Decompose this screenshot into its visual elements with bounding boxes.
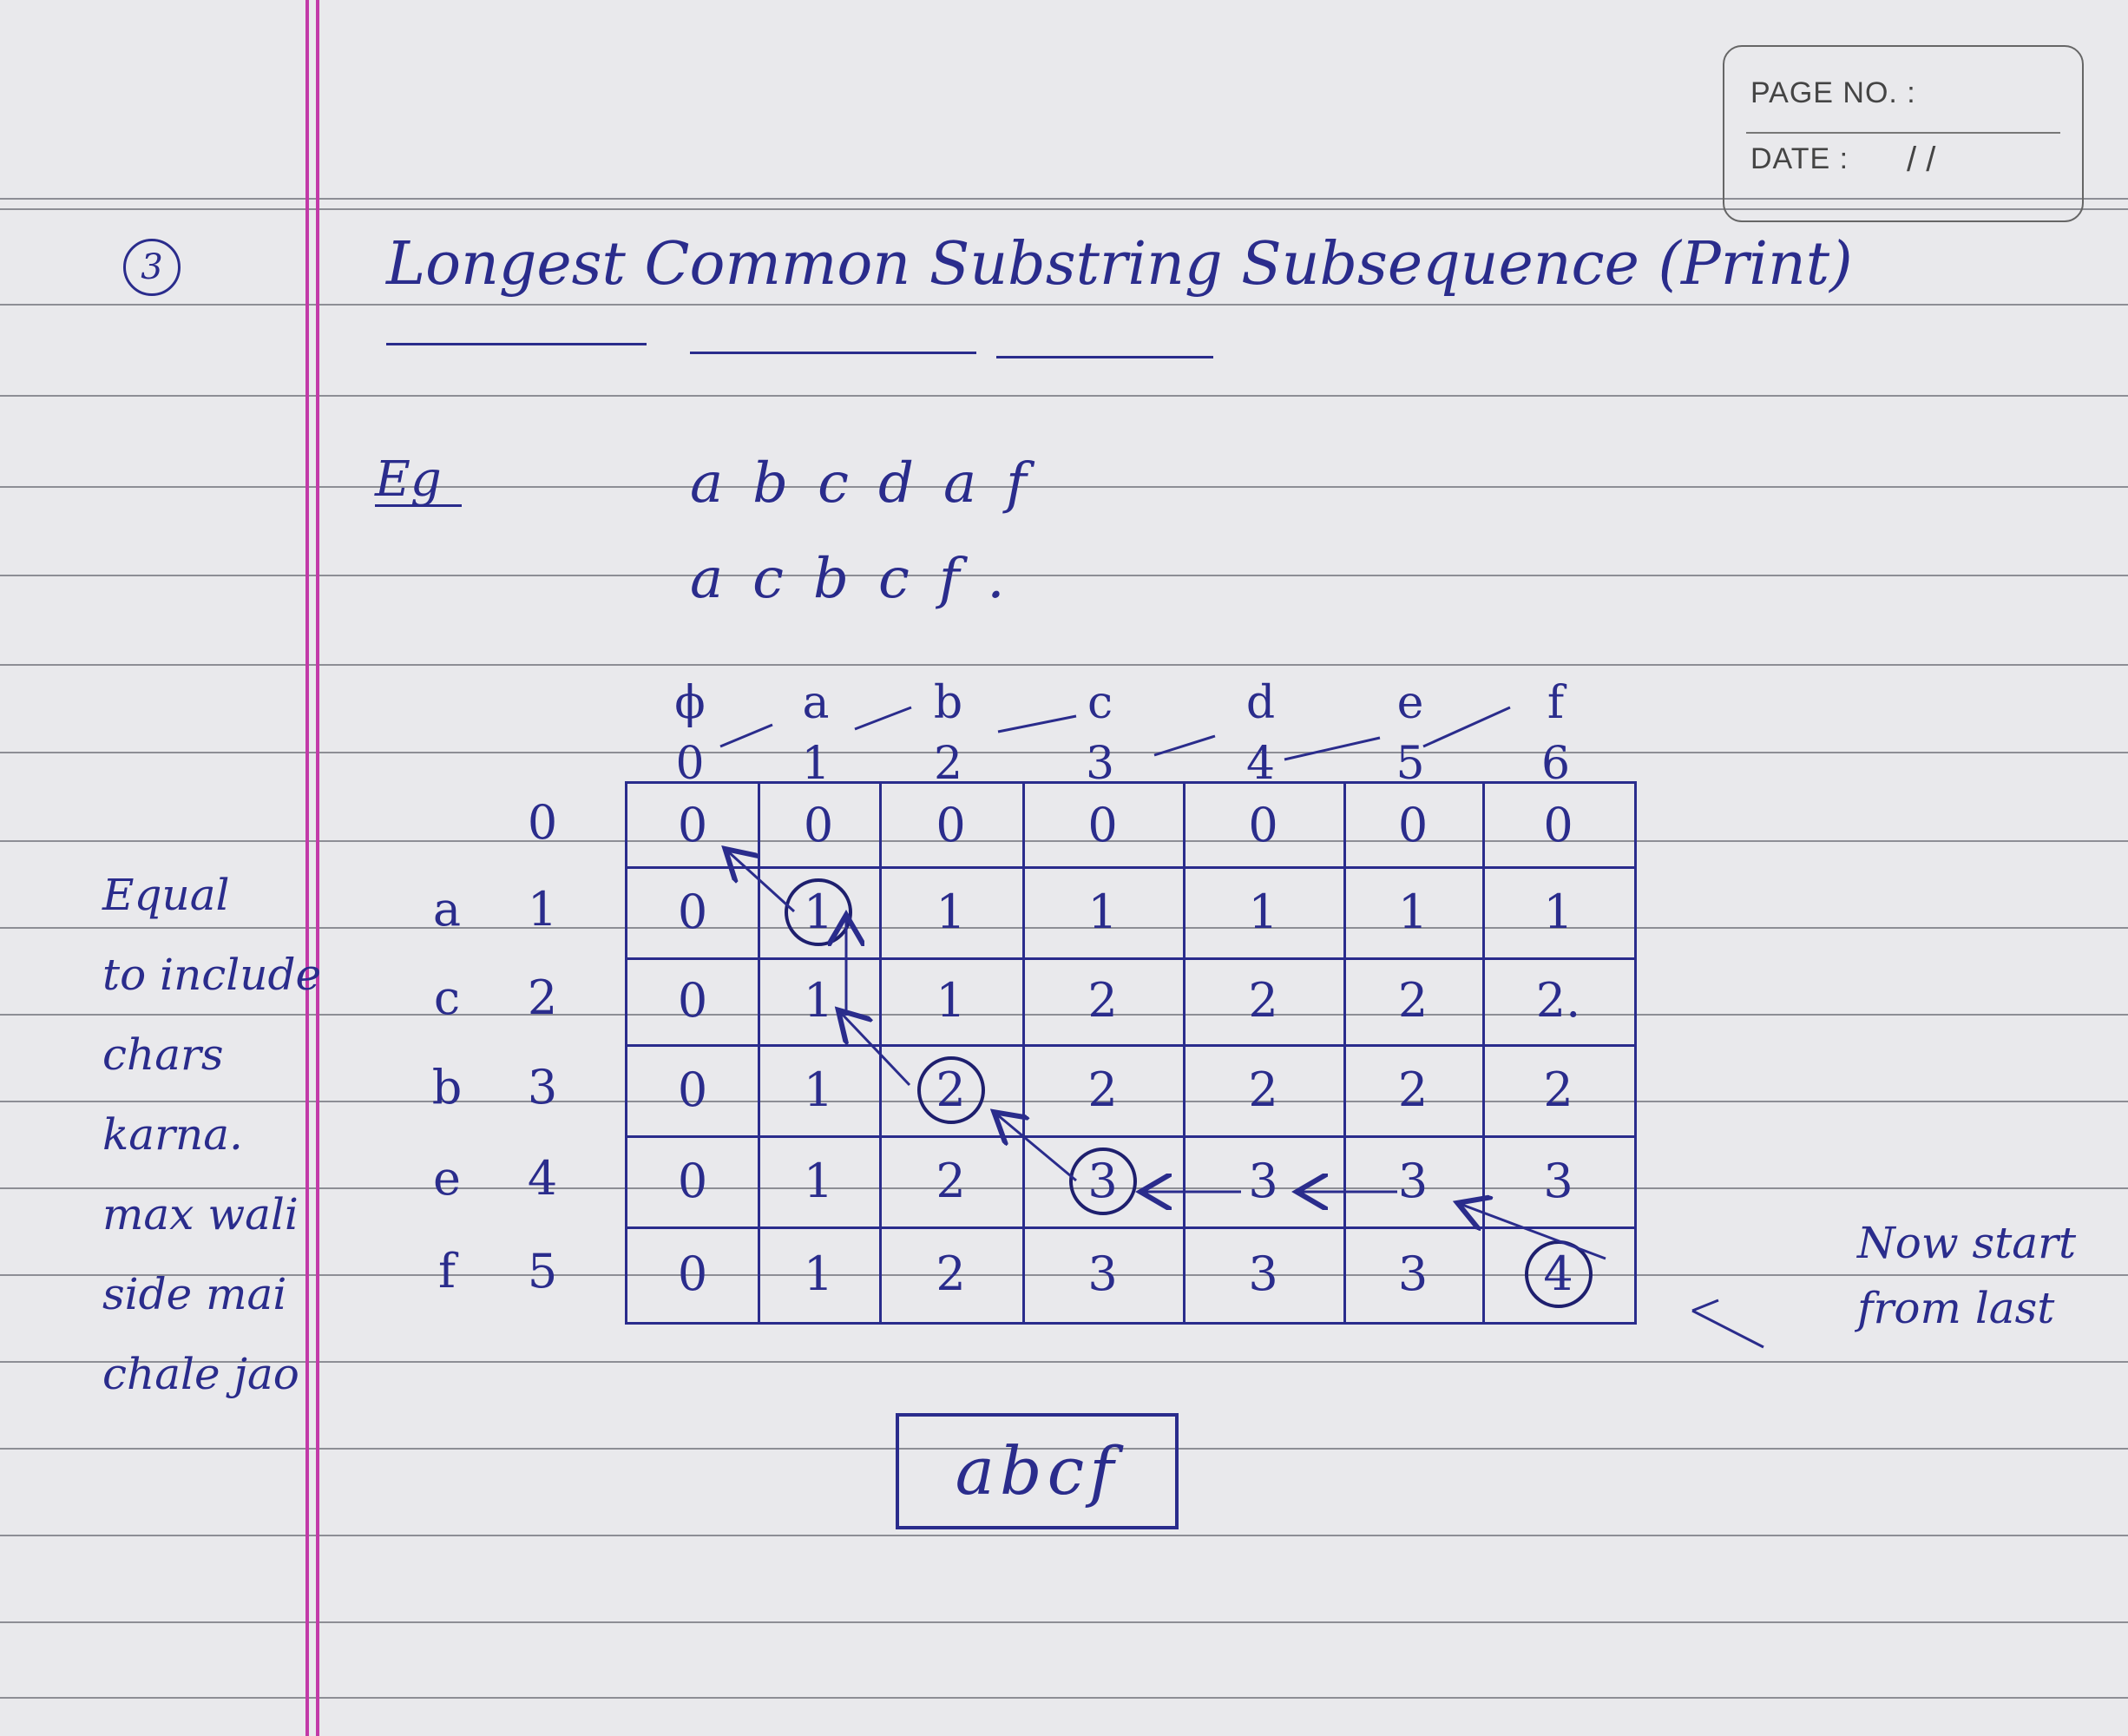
col-char-0: ϕ xyxy=(674,677,706,729)
dp-cell-r3-c6: 2 xyxy=(1543,1062,1573,1117)
dp-cell-r2-c6: 2. xyxy=(1535,973,1581,1028)
col-index-0: 0 xyxy=(675,738,705,790)
question-number: 3 xyxy=(123,239,181,296)
circled-value: 1 xyxy=(785,878,852,946)
dp-cell-r5-c5: 3 xyxy=(1397,1246,1429,1301)
row-char-3: b xyxy=(431,1059,463,1115)
col-char-1: a xyxy=(802,677,830,729)
dp-cell-r3-c4: 2 xyxy=(1248,1062,1278,1117)
dp-cell-r5-c2: 2 xyxy=(936,1246,966,1301)
date-value: / / xyxy=(1907,141,1936,179)
dp-cell-r5-c1: 1 xyxy=(803,1246,834,1301)
left-note-line-3: karna. xyxy=(102,1109,243,1160)
dp-cell-r4-c2: 2 xyxy=(936,1153,966,1208)
col-char-4: d xyxy=(1245,677,1276,729)
col-char-2: b xyxy=(933,677,963,729)
dp-cell-r4-c5: 3 xyxy=(1397,1153,1429,1208)
col-char-3: c xyxy=(1087,677,1113,729)
row-char-1: a xyxy=(432,881,462,937)
circled-value: 2 xyxy=(917,1056,985,1124)
row-char-4: e xyxy=(433,1150,461,1206)
string-two: acbcf. xyxy=(690,547,1034,611)
page-no-label: PAGE NO. : xyxy=(1750,76,1916,109)
row-char-2: c xyxy=(433,970,461,1025)
left-note xyxy=(102,855,321,1414)
dp-cell-r5-c4: 3 xyxy=(1248,1246,1278,1301)
dp-cell-r5-c3: 3 xyxy=(1087,1246,1118,1301)
dp-cell-r0-c6: 0 xyxy=(1543,797,1573,852)
dp-cell-r5-c0: 0 xyxy=(677,1246,708,1301)
dp-cell-r4-c6: 3 xyxy=(1543,1153,1573,1208)
col-index-3: 3 xyxy=(1085,738,1115,790)
dp-cell-r1-c0: 0 xyxy=(677,884,708,939)
left-note-line-0: Equal xyxy=(102,870,230,920)
dp-cell-r2-c4: 2 xyxy=(1248,973,1278,1028)
left-note-line-1: to include xyxy=(102,950,322,1000)
dp-cell-r2-c3: 2 xyxy=(1087,973,1118,1028)
dp-cell-r0-c1: 0 xyxy=(803,797,834,852)
date-label: DATE : xyxy=(1750,142,1849,175)
dp-cell-r4-c4: 3 xyxy=(1248,1153,1278,1208)
left-note-line-2: chars xyxy=(102,1029,224,1080)
dp-cell-r3-c5: 2 xyxy=(1397,1062,1429,1117)
col-char-6: f xyxy=(1547,677,1565,729)
right-note-line-1: from last xyxy=(1857,1283,2055,1333)
dp-cell-r3-c0: 0 xyxy=(677,1062,708,1117)
col-index-5: 5 xyxy=(1396,738,1425,790)
circled-value: 3 xyxy=(1069,1147,1137,1215)
dp-cell-r0-c2: 0 xyxy=(936,797,966,852)
right-note xyxy=(1857,1211,2076,1341)
dp-cell-r3-c1: 1 xyxy=(803,1062,834,1117)
row-index-3: 3 xyxy=(527,1059,558,1115)
left-note-line-6: chale jao xyxy=(102,1349,299,1399)
row-index-0: 0 xyxy=(527,794,558,850)
dp-cell-r1-c6: 1 xyxy=(1543,884,1573,939)
example-label: Eg xyxy=(375,451,462,507)
dp-cell-r1-c3: 1 xyxy=(1087,884,1118,939)
row-index-2: 2 xyxy=(527,970,558,1025)
dp-cell-r2-c1: 1 xyxy=(803,973,834,1028)
dp-cell-r2-c0: 0 xyxy=(677,973,708,1028)
right-note-line-0: Now start xyxy=(1857,1218,2077,1268)
row-index-1: 1 xyxy=(527,881,558,937)
dp-cell-r0-c5: 0 xyxy=(1397,797,1429,852)
dp-cell-r1-c4: 1 xyxy=(1248,884,1278,939)
left-note-line-5: side mai xyxy=(102,1269,287,1319)
answer-box: abcf xyxy=(896,1413,1179,1529)
string-one: abcdaf xyxy=(690,451,1056,516)
row-index-5: 5 xyxy=(527,1244,558,1299)
dp-cell-r3-c3: 2 xyxy=(1087,1062,1118,1117)
dp-cell-r1-c2: 1 xyxy=(936,884,966,939)
page-title: Longest Common Substring Subsequence (Print) xyxy=(386,230,1853,299)
dp-cell-r0-c0: 0 xyxy=(677,797,708,852)
col-index-6: 6 xyxy=(1540,738,1571,790)
left-note-line-4: max wali xyxy=(102,1189,299,1240)
dp-cell-r0-c4: 0 xyxy=(1248,797,1278,852)
circled-value: 4 xyxy=(1525,1240,1593,1308)
dp-cell-r2-c2: 1 xyxy=(936,973,966,1028)
col-char-5: e xyxy=(1396,677,1424,729)
dp-cell-r0-c3: 0 xyxy=(1087,797,1118,852)
row-char-5: f xyxy=(438,1244,456,1299)
dp-cell-r1-c5: 1 xyxy=(1397,884,1429,939)
col-index-1: 1 xyxy=(801,738,831,790)
dp-cell-r4-c0: 0 xyxy=(677,1153,708,1208)
col-index-4: 4 xyxy=(1245,738,1276,790)
dp-cell-r4-c1: 1 xyxy=(803,1153,834,1208)
row-index-4: 4 xyxy=(527,1150,558,1206)
col-index-2: 2 xyxy=(933,738,963,790)
dp-cell-r2-c5: 2 xyxy=(1397,973,1429,1028)
